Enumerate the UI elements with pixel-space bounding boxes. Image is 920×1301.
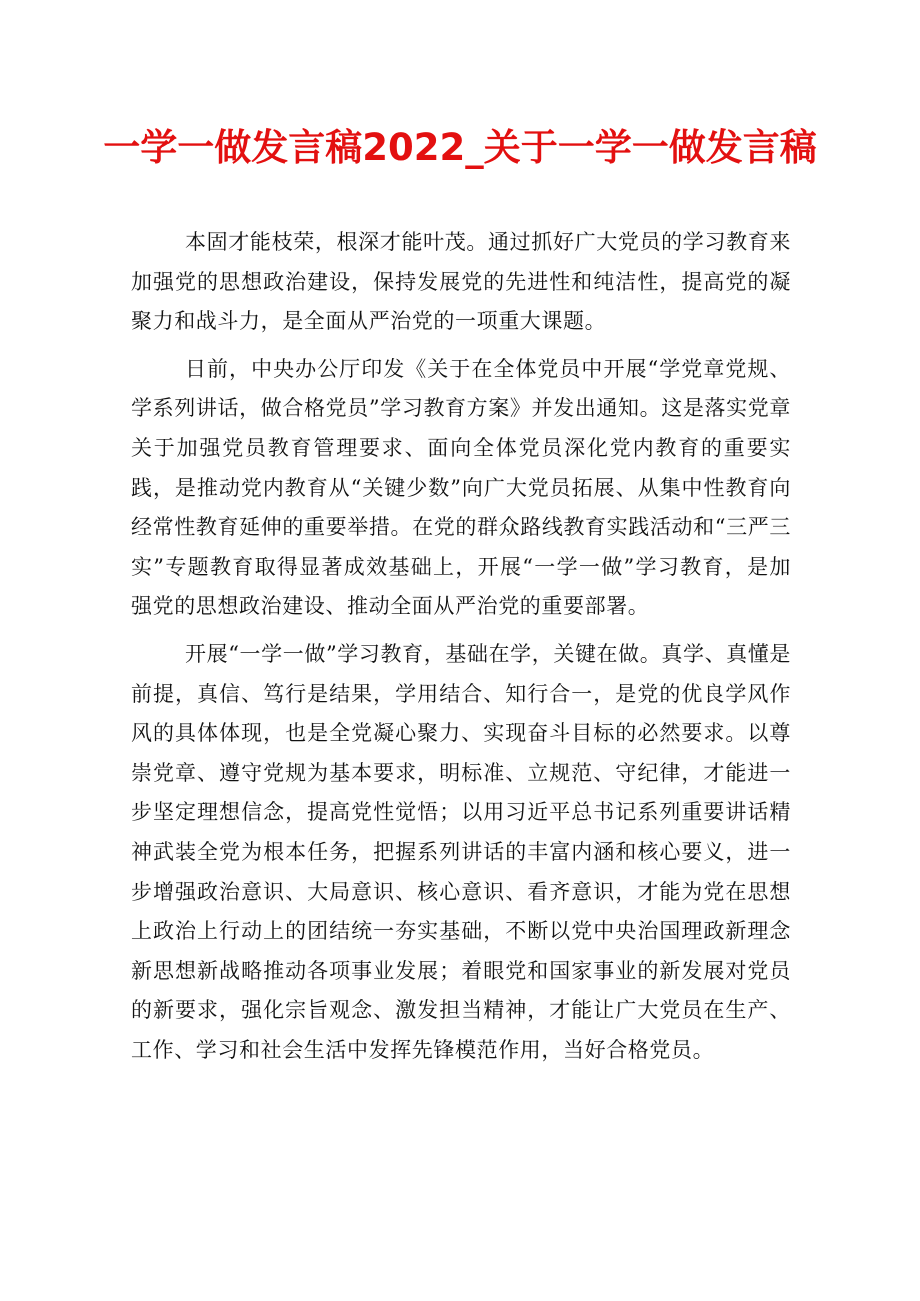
paragraph: 日前，中央办公厅印发《关于在全体党员中开展“学党章党规、学系列讲话，做合格党员”学习教育方案》并发出通知。这是落实党章关于加强党员教育管理要求、面向全体党员深化党内教育的重要实践，是推动党内教育从“关键少数”向广大党员拓展、从集中性教育向经常性教育延伸的重要举措。在党的群众路线教育实践活动和“三严三实”专题教育取得显著成效基础上，开展“一学一做”学习教育，是加强党的思想政治建设、推动全面从严治党的重要部署。 — [131, 356, 791, 619]
paragraph: 开展“一学一做”学习教育，基础在学，关键在做。真学、真懂是前提，真信、笃行是结果，学用结合、知行合一，是党的优良学风作风的具体体现，也是全党凝心聚力、实现奋斗目标的必然要求。以尊崇党章、遵守党规为基本要求，明标准、立规范、守纪律，才能进一步坚定理想信念，提高党性觉悟；以用习近平总书记系列重要讲话精神武装全党为根本任务，把握系列讲话的丰富内涵和核心要义，进一步增强政治意识、大局意识、核心意识、看齐意识，才能为党在思想上政治上行动上的团结统一夯实基础，不断以党中央治国理政新理念新思想新战略推动各项事业发展；着眼党和国家事业的新发展对党员的新要求，强化宗旨观念、激发担当精神，才能让广大党员在生产、工作、学习和社会生活中发挥先锋模范作用，当好合格党员。 — [131, 641, 791, 1062]
paragraph: 本固才能枝荣，根深才能叶茂。通过抓好广大党员的学习教育来加强党的思想政治建设，保持发展党的先进性和纯洁性，提高党的凝聚力和战斗力，是全面从严治党的一项重大课题。 — [131, 230, 791, 334]
document-body — [131, 223, 791, 1078]
document-title: 一学一做发言稿2022_关于一学一做发言稿 — [103, 126, 817, 169]
